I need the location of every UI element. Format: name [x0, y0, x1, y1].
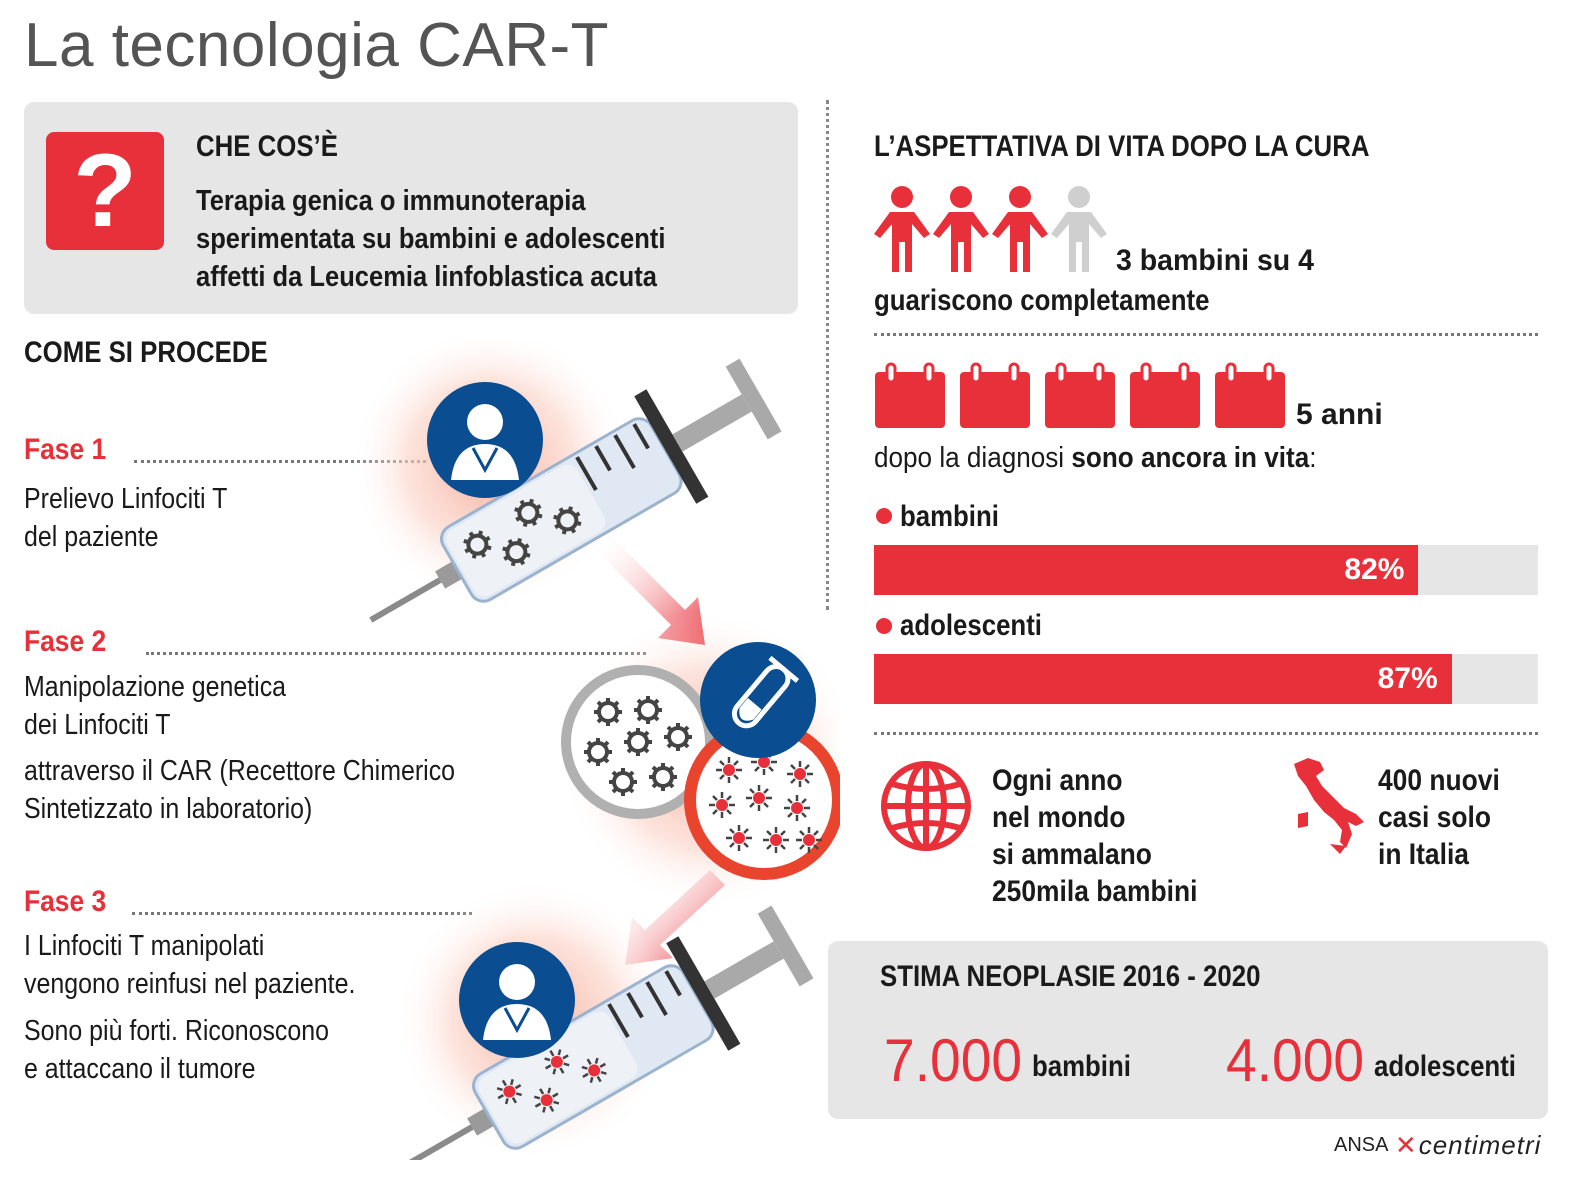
credit-brand: centimetri	[1418, 1130, 1542, 1160]
phase-1-text	[24, 480, 260, 556]
person-icon	[992, 186, 1048, 272]
calendar-icon	[1130, 364, 1200, 428]
italy-line: in Italia	[1378, 838, 1469, 871]
what-description	[196, 182, 729, 296]
phase-2-label: Fase 2	[24, 625, 107, 658]
italy-map-icon	[1286, 756, 1372, 856]
people-stat: 3 bambini su 4	[1116, 244, 1314, 277]
bar-name-teens: adolescenti	[900, 609, 1042, 642]
page-title: La tecnologia CAR-T	[24, 11, 609, 80]
section-divider	[874, 333, 1538, 336]
phase-line: del paziente	[24, 521, 159, 553]
world-line: si ammalano	[992, 838, 1152, 871]
phase-line: Sintetizzato in laboratorio)	[24, 793, 313, 825]
bar-name-children: bambini	[900, 500, 999, 533]
globe-icon	[876, 758, 976, 854]
phase-line: I Linfociti T manipolati	[24, 930, 265, 962]
bar-value-children: 82%	[1344, 553, 1405, 586]
legend-dot	[876, 508, 892, 524]
italy-line: 400 nuovi	[1378, 764, 1500, 797]
question-mark-icon: ?	[46, 132, 164, 250]
bar-value-teens: 87%	[1377, 662, 1438, 695]
person-icon	[933, 186, 989, 272]
world-line: Ogni anno	[992, 764, 1123, 797]
section-divider	[874, 732, 1538, 735]
calendar-icon	[960, 364, 1030, 428]
after-text-post: :	[1309, 442, 1317, 474]
legend-dot	[876, 618, 892, 634]
bar-fill-children	[874, 545, 1418, 595]
what-line: sperimentata su bambini e adolescenti	[196, 223, 666, 255]
what-heading: CHE COS’È	[196, 130, 338, 163]
after-diagnosis-text	[874, 442, 1316, 475]
people-stat-sub: guariscono completamente	[874, 284, 1210, 317]
estimate-heading: STIMA NEOPLASIE 2016 - 2020	[880, 960, 1261, 993]
calendar-icon	[1045, 364, 1115, 428]
people-pictogram	[872, 186, 1112, 276]
phase-line: Manipolazione genetica	[24, 671, 287, 703]
world-line: 250mila bambini	[992, 875, 1198, 908]
estimate-teens-value: 4.000	[1226, 1027, 1365, 1094]
estimate-children-label: bambini	[1032, 1050, 1131, 1083]
person-icon	[874, 186, 930, 272]
bar-track-children	[874, 545, 1538, 595]
phase-2-text	[24, 668, 329, 744]
phase-line: dei Linfociti T	[24, 709, 171, 741]
life-heading: L’ASPETTATIVA DI VITA DOPO LA CURA	[874, 130, 1370, 163]
phase-line: attraverso il CAR (Recettore Chimerico	[24, 755, 456, 787]
bar-fill-teens	[874, 654, 1452, 704]
phase-line: Sono più forti. Riconoscono	[24, 1015, 330, 1047]
test-tube-icon	[700, 642, 816, 758]
after-text-pre: dopo la diagnosi	[874, 442, 1072, 474]
phase-line: vengono reinfusi nel paziente.	[24, 968, 356, 1000]
world-line: nel mondo	[992, 801, 1126, 834]
what-line: Terapia genica o immunoterapia	[196, 185, 586, 217]
procedure-heading: COME SI PROCEDE	[24, 336, 268, 369]
credit-logo	[1334, 1130, 1541, 1161]
patient-avatar-1-icon	[427, 382, 543, 498]
italy-line: casi solo	[1378, 801, 1491, 834]
estimate-teens-label: adolescenti	[1374, 1050, 1516, 1083]
italy-stat	[1378, 762, 1516, 873]
phase-1-label: Fase 1	[24, 433, 107, 466]
credit-separator-icon: ✕	[1394, 1130, 1417, 1160]
credit-ansa: ANSA	[1334, 1134, 1389, 1156]
patient-avatar-2-icon	[459, 942, 575, 1058]
person-icon	[1051, 186, 1107, 272]
phase-3-label: Fase 3	[24, 885, 107, 918]
estimate-children-value: 7.000	[884, 1027, 1023, 1094]
calendar-icon	[875, 364, 945, 428]
calendar-pictogram	[872, 362, 1292, 432]
what-line: affetti da Leucemia linfoblastica acuta	[196, 261, 657, 293]
column-divider	[826, 100, 829, 610]
calendar-icon	[1215, 364, 1285, 428]
bar-track-teens	[874, 654, 1538, 704]
procedure-illustration	[340, 340, 840, 1160]
after-text-bold: sono ancora in vita	[1071, 442, 1310, 474]
world-stat	[992, 762, 1225, 910]
phase-line: e attaccano il tumore	[24, 1053, 256, 1085]
years-stat: 5 anni	[1296, 398, 1383, 431]
phase-3-extra	[24, 1012, 379, 1088]
phase-line: Prelievo Linfociti T	[24, 483, 228, 515]
